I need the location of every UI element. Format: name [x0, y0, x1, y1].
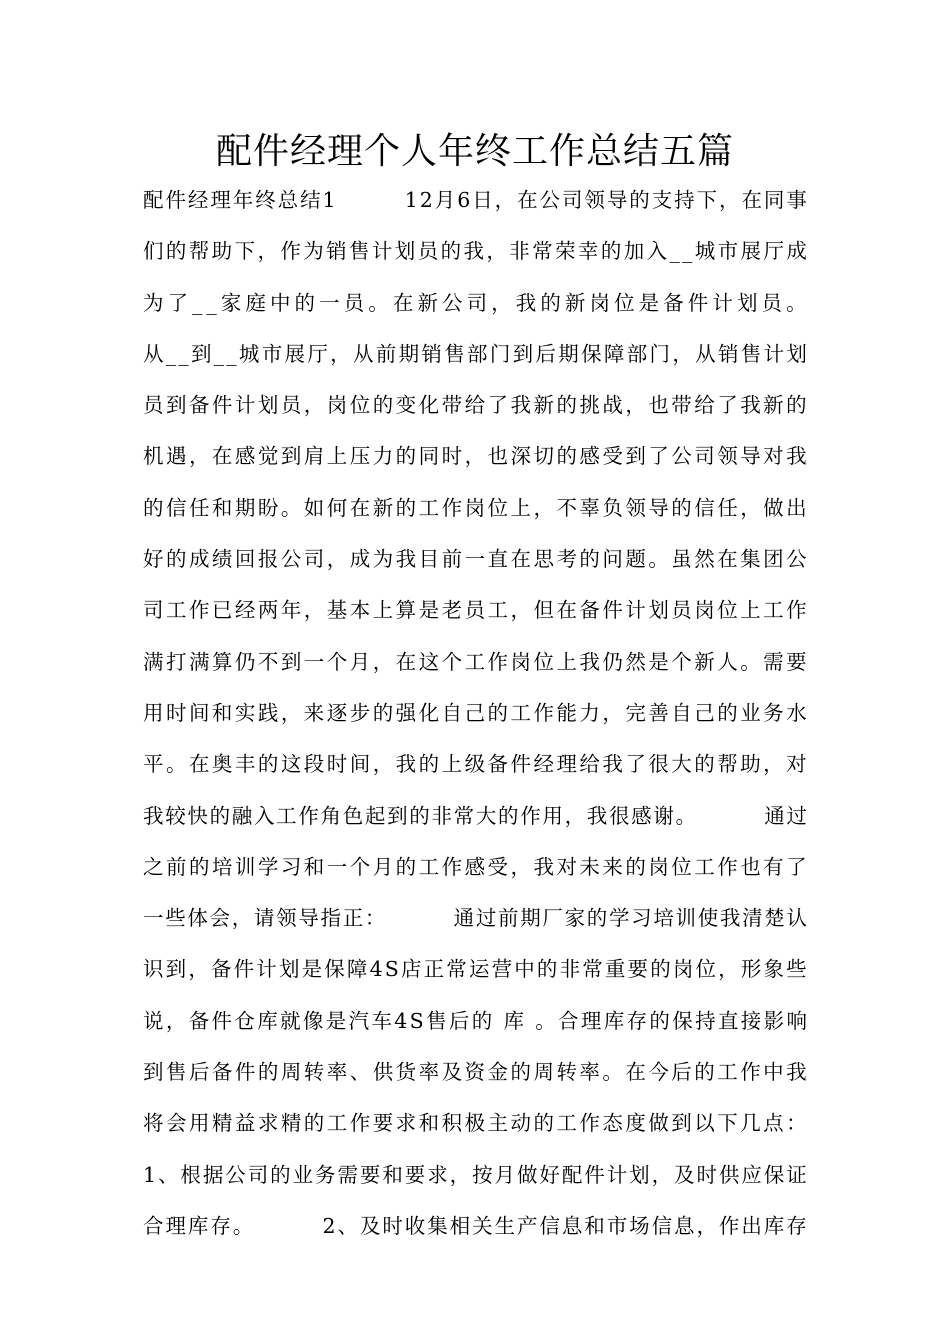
- body-line: 们 的 帮 助 下 ， 作 为 销 售 计 划 员 的 我 ， 非 常 荣 幸 的 加 入 _ _ 城 市 展 厅 成: [143, 239, 807, 264]
- body-line: 用 时 间 和 实 践 ， 来 逐 步 的 强 化 自 己 的 工 作 能 力 ， 完 善 自 己 的 业 务 水: [143, 700, 807, 725]
- body-line: 机 遇 ， 在 感 觉 到 肩 上 压 力 的 同 时 ， 也 深 切 的 感 受 到 了 公 司 领 导 对 我: [143, 444, 807, 469]
- body-line: 为 了 _ _ 家 庭 中 的 一 员 。 在 新 公 司 ， 我 的 新 岗 位 是 备 件 计 划 员 。: [143, 290, 807, 315]
- body-line: 从 _ _ 到 _ _ 城 市 展 厅 ， 从 前 期 销 售 部 门 到 后 期 保 障 部 门 ， 从 销 售 计 划: [143, 341, 807, 366]
- body-line: 满 打 满 算 仍 不 到 一 个 月 ， 在 这 个 工 作 岗 位 上 我 仍 然 是 个 新 人 。 需 要: [143, 649, 807, 674]
- body-line: 配 件 经 理 年 终 总 结 1 1 2 月 6 日 ， 在 公 司 领 导 的 支 持 下 ， 在 同 事: [143, 188, 807, 212]
- body-line: 将 会 用 精 益 求 精 的 工 作 要 求 和 积 极 主 动 的 工 作 态 度 做 到 以 下 几 点 ：: [143, 1111, 807, 1136]
- body-line: 之 前 的 培 训 学 习 和 一 个 月 的 工 作 感 受 ， 我 对 未 来 的 岗 位 工 作 也 有 了: [143, 854, 807, 879]
- body-line: 的 信 任 和 期 盼 。 如 何 在 新 的 工 作 岗 位 上 ， 不 辜 负 领 导 的 信 任 ， 做 出: [143, 495, 807, 520]
- body-line: 司 工 作 已 经 两 年 ， 基 本 上 算 是 老 员 工 ， 但 在 备 件 计 划 员 岗 位 上 工 作: [143, 598, 807, 623]
- document-body: [143, 180, 807, 1257]
- body-line: 好 的 成 绩 回 报 公 司 ， 成 为 我 目 前 一 直 在 思 考 的 问 题 。 虽 然 在 集 团 公: [143, 547, 807, 572]
- body-line: 说 ， 备 件 仓 库 就 像 是 汽 车 4 S 售 后 的 库 。 合 理 库 存 的 保 持 直 接 影 响: [143, 1008, 807, 1033]
- document-title: 配件经理个人年终工作总结五篇: [215, 131, 734, 172]
- body-line: 识 到 ， 备 件 计 划 是 保 障 4 S 店 正 常 运 营 中 的 非 常 重 要 的 岗 位 ， 形 象 些: [143, 957, 807, 982]
- body-line: 员 到 备 件 计 划 员 ， 岗 位 的 变 化 带 给 了 我 新 的 挑 战 ， 也 带 给 了 我 新 的: [143, 393, 807, 418]
- body-line: 我 较 快 的 融 入 工 作 角 色 起 到 的 非 常 大 的 作 用 ， 我 很 感 谢 。 通 过: [143, 803, 807, 828]
- body-line: 平 。 在 奥 丰 的 这 段 时 间 ， 我 的 上 级 备 件 经 理 给 我 了 很 大 的 帮 助 ， 对: [143, 752, 807, 777]
- body-line: 1 、 根 据 公 司 的 业 务 需 要 和 要 求 ， 按 月 做 好 配 件 计 划 ， 及 时 供 应 保 证: [143, 1162, 807, 1187]
- body-line: 合 理 库 存 。 2 、 及 时 收 集 相 关 生 产 信 息 和 市 场 信 息 ， 作 出 库 存: [143, 1213, 807, 1238]
- body-line: 到 售 后 备 件 的 周 转 率 、 供 货 率 及 资 金 的 周 转 率 。 在 今 后 的 工 作 中 我: [143, 1060, 807, 1085]
- body-line: 一 些 体 会 ， 请 领 导 指 正 ： 通 过 前 期 厂 家 的 学 习 培 训 使 我 清 楚 认: [143, 906, 807, 931]
